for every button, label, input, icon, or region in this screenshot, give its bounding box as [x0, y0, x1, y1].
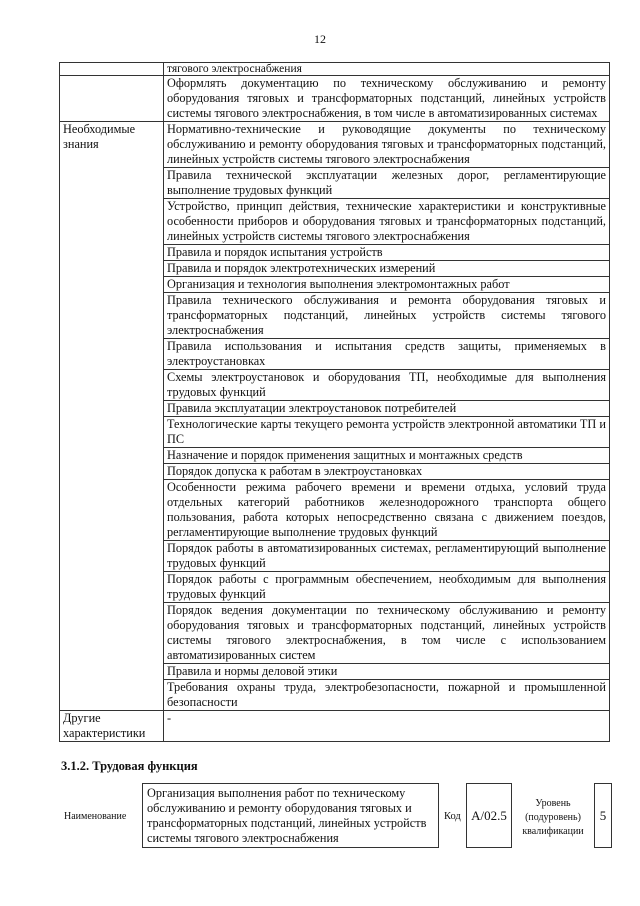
- table-cell-text: Особенности режима рабочего времени и времени отдыха, условий труда отдельных категорий работников железнодорожного транспорта общего пользования, работа которых непосредственно связана с движением поездов, регламентирующие выполнение трудовых функций: [164, 480, 610, 541]
- table-cell-text: Требования охраны труда, электробезопасности, пожарной и промышленной безопасности: [164, 680, 610, 711]
- row-label-empty: [60, 63, 164, 76]
- table-cell-text: Порядок допуска к работам в электроустановках: [164, 464, 610, 480]
- table-cell-text: Оформлять документацию по техническому обслуживанию и ремонту оборудования тяговых и трансформаторных подстанций, линейных устройств системы тягового электроснабжения, в том числе в автоматизированных системах: [164, 76, 610, 122]
- page-number: 12: [314, 32, 326, 46]
- row-label-knowledge: Необходимые знания: [60, 122, 164, 711]
- level-label: Уровень (подуровень) квалификации: [522, 798, 584, 837]
- table-cell-text: Устройство, принцип действия, технические характеристики и конструктивные особенности приборов и оборудования тяговых и трансформаторных подстанций, линейных устройств системы тягового электроснабжения: [164, 199, 610, 245]
- row-label-other: Другие характеристики: [60, 711, 164, 742]
- table-cell-text: Правила и порядок электротехнических измерений: [164, 261, 610, 277]
- table-cell-text: Правила эксплуатации электроустановок потребителей: [164, 401, 610, 417]
- table-cell-text: Правила использования и испытания средств защиты, применяемых в электроустановках: [164, 339, 610, 370]
- table-cell-text: Правила технического обслуживания и ремонта оборудования тяговых и трансформаторных подстанций, линейных устройств системы тягового электроснабжения: [164, 293, 610, 339]
- level-box: 5: [594, 783, 612, 848]
- table-cell-text: тягового электроснабжения: [164, 63, 610, 76]
- requirements-table: [59, 62, 610, 742]
- table-cell-text: Порядок ведения документации по техническому обслуживанию и ремонту оборудования тяговых и трансформаторных подстанций, линейных устройств системы тягового электроснабжения, в том числе с использованием автоматизированных систем: [164, 603, 610, 664]
- table-cell-text: Правила и нормы деловой этики: [164, 664, 610, 680]
- table-cell-text: Организация и технология выполнения электромонтажных работ: [164, 277, 610, 293]
- table-cell-text: Правила технической эксплуатации железных дорог, регламентирующие выполнение трудовых функций: [164, 168, 610, 199]
- code-label: Код: [444, 811, 461, 822]
- table-row: [60, 63, 610, 76]
- function-name-box: Организация выполнения работ по техническому обслуживанию и ремонту оборудования тяговых и трансформаторных подстанций, линейных устройств системы тягового электроснабжения: [142, 783, 439, 848]
- table-cell-text: Порядок работы в автоматизированных системах, регламентирующий выполнение трудовых функций: [164, 541, 610, 572]
- table-cell-text: -: [164, 711, 610, 742]
- name-label: Наименование: [64, 811, 127, 822]
- table-row: [60, 122, 610, 168]
- table-cell-text: Назначение и порядок применения защитных и монтажных средств: [164, 448, 610, 464]
- table-row: [60, 76, 610, 122]
- table-cell-text: Нормативно-технические и руководящие документы по техническому обслуживанию и ремонту оборудования тяговых и трансформаторных подстанций, линейных устройств системы тягового электроснабжения: [164, 122, 610, 168]
- section-heading: 3.1.2. Трудовая функция: [61, 759, 198, 773]
- code-box: A/02.5: [466, 783, 512, 848]
- table-row: [60, 711, 610, 742]
- row-label-empty: [60, 76, 164, 122]
- table-cell-text: Порядок работы с программным обеспечением, необходимым для выполнения трудовых функций: [164, 572, 610, 603]
- table-cell-text: Схемы электроустановок и оборудования ТП, необходимые для выполнения трудовых функций: [164, 370, 610, 401]
- table-cell-text: Правила и порядок испытания устройств: [164, 245, 610, 261]
- table-cell-text: Технологические карты текущего ремонта устройств электронной автоматики ТП и ПС: [164, 417, 610, 448]
